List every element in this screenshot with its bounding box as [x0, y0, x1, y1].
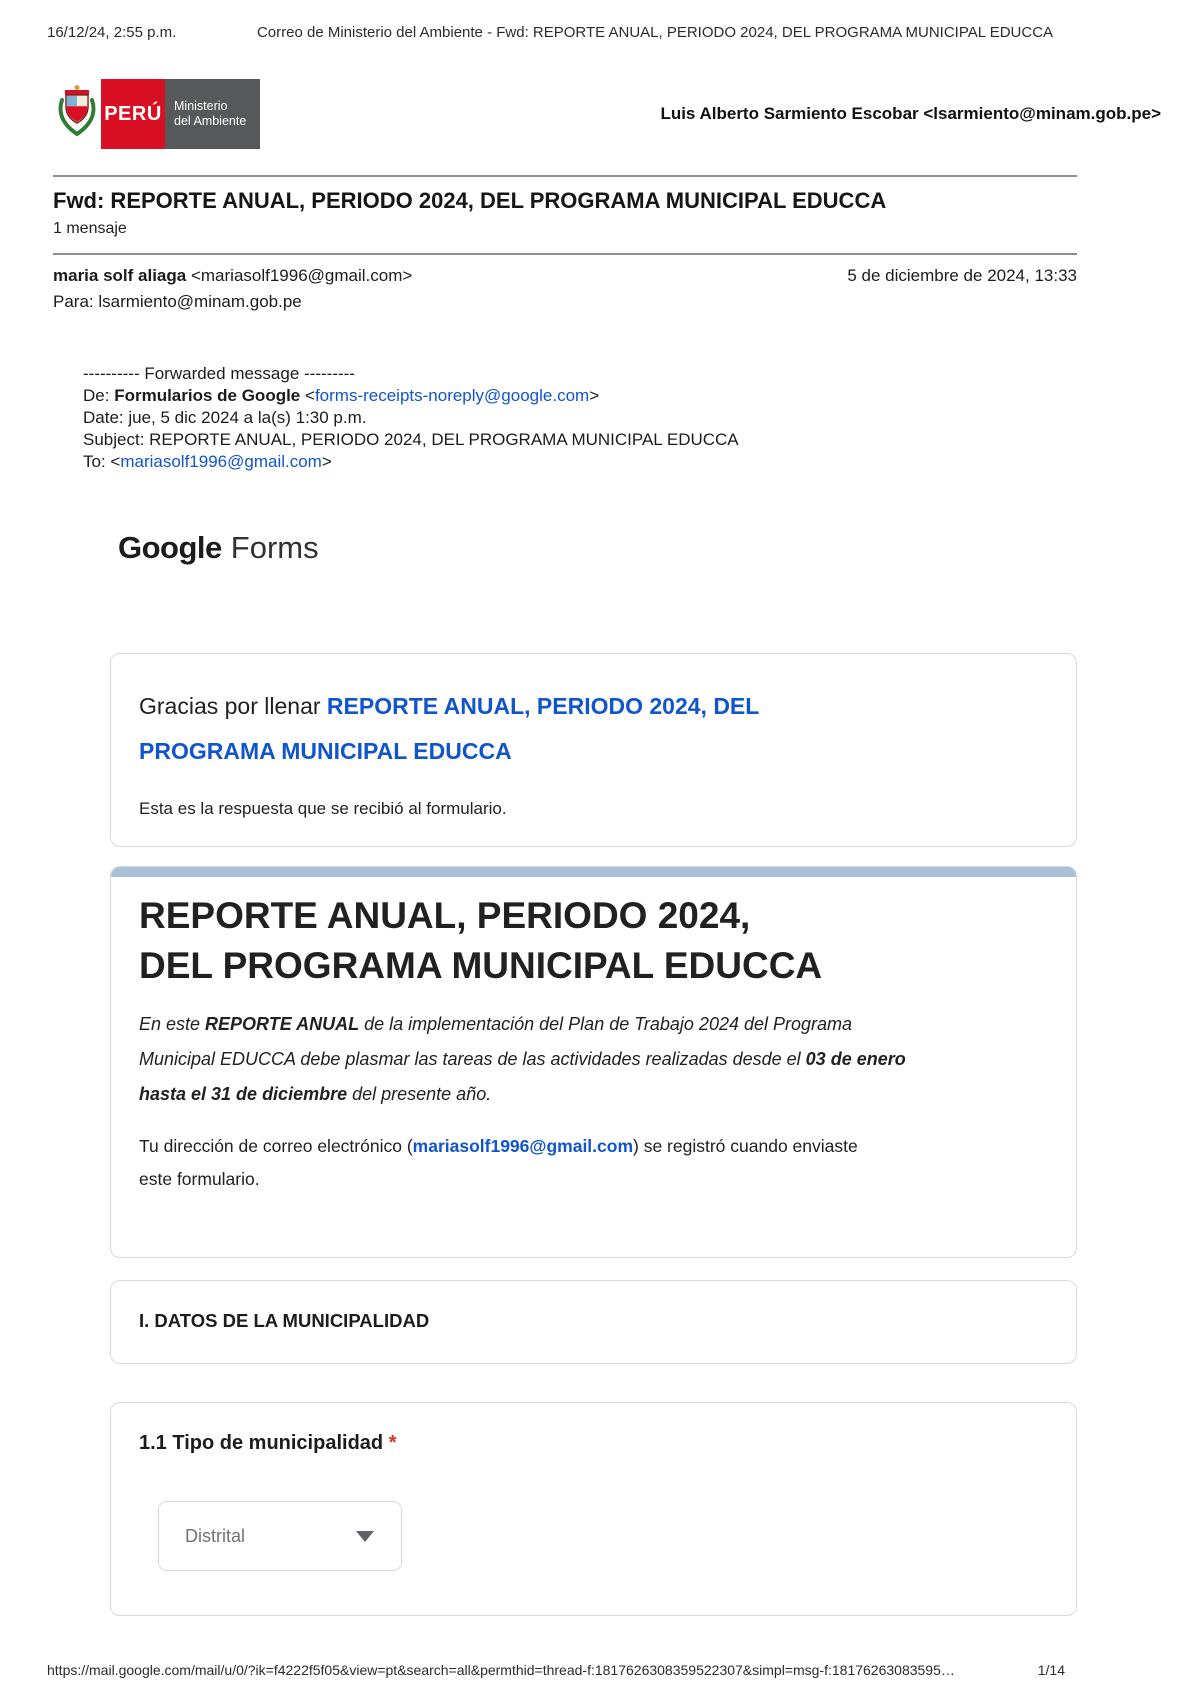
- form-response-card: [110, 866, 1077, 1258]
- text-segment: de la implementación del Plan de Trabajo 2024 del Programa: [359, 1014, 853, 1034]
- sender-address: <mariasolf1996@gmail.com>: [186, 266, 413, 285]
- text-segment: En este: [139, 1014, 206, 1034]
- link[interactable]: REPORTE ANUAL, PERIODO 2024, DEL: [326, 693, 760, 719]
- text-segment: este formulario.: [139, 1169, 260, 1189]
- text-segment: 03 de enero: [805, 1049, 906, 1069]
- divider: [53, 253, 1077, 255]
- logo-ministry-label: [165, 79, 260, 149]
- text-segment: Date: jue, 5 dic 2024 a la(s) 1:30 p.m.: [83, 408, 367, 427]
- logo-peru-label: [101, 79, 165, 149]
- sender-block: [53, 265, 412, 313]
- text-segment: del presente año.: [347, 1084, 492, 1104]
- recipient-line: Para: lsarmiento@minam.gob.pe: [53, 292, 302, 311]
- question-label: 1.1 Tipo de municipalidad: [139, 1432, 384, 1454]
- peru-coat-of-arms-icon: [53, 79, 101, 149]
- text-segment: De:: [83, 386, 115, 405]
- form-title: [139, 891, 1048, 991]
- question-label-row: [139, 1431, 1048, 1455]
- gmail-print-page: [0, 24, 1190, 1678]
- text-line: [139, 1130, 1048, 1163]
- form-card-body: [111, 877, 1076, 1257]
- text-segment: DEL PROGRAMA MUNICIPAL EDUCCA: [139, 945, 823, 986]
- text-segment: ) se registró cuando enviaste: [633, 1136, 858, 1156]
- text-segment: >: [321, 452, 332, 471]
- link[interactable]: mariasolf1996@gmail.com: [412, 1136, 634, 1156]
- text-line: [139, 1042, 1048, 1077]
- municipality-type-dropdown[interactable]: [158, 1501, 402, 1571]
- google-forms-logo: [118, 529, 1077, 567]
- print-header: [47, 24, 1143, 42]
- footer-url: https://mail.google.com/mail/u/0/?ik=f4222f5f05&view=pt&search=all&permthid=thread-f:1817626308359522307&simpl=msg-f:18176263083595…: [47, 1662, 955, 1678]
- link[interactable]: PROGRAMA MUNICIPAL EDUCCA: [139, 738, 512, 764]
- section-card: [110, 1280, 1077, 1364]
- text-line: [83, 429, 1077, 451]
- form-description: [139, 1007, 1048, 1112]
- text-line: [83, 385, 1077, 407]
- text-segment: hasta el 31 de diciembre: [139, 1084, 348, 1104]
- text-segment: >: [589, 386, 600, 405]
- text-segment: To: <: [83, 452, 121, 471]
- message-count: 1 mensaje: [53, 220, 127, 237]
- dropdown-selected-value: Distrital: [185, 1525, 246, 1546]
- logo-ministry-line2: del Ambiente: [174, 114, 247, 128]
- link[interactable]: mariasolf1996@gmail.com: [120, 452, 322, 471]
- text-line: [139, 1163, 1048, 1196]
- section-title: I. DATOS DE LA MUNICIPALIDAD: [139, 1310, 430, 1331]
- thanks-card: [110, 653, 1077, 847]
- text-line: [139, 941, 1048, 991]
- form-accent-bar: [111, 867, 1076, 877]
- email-content: [53, 175, 1077, 1616]
- mailbox-owner: Luis Alberto Sarmiento Escobar <lsarmiento@minam.gob.pe>: [660, 104, 1161, 123]
- logo-ministry-line1: Ministerio: [174, 99, 228, 113]
- text-segment: Subject: REPORTE ANUAL, PERIODO 2024, DEL PROGRAMA MUNICIPAL EDUCCA: [83, 430, 739, 449]
- text-line: [139, 729, 1048, 774]
- minam-logo: [53, 79, 260, 149]
- text-line: [83, 451, 1077, 473]
- email-registration-note: [139, 1130, 1048, 1196]
- question-card: [110, 1402, 1077, 1616]
- print-title: Correo de Ministerio del Ambiente - Fwd: REPORTE ANUAL, PERIODO 2024, DEL PROGRAMA MUNICIPAL EDUCCA: [256, 24, 1054, 41]
- text-segment: Tu dirección de correo electrónico (: [139, 1136, 413, 1156]
- text-line: [83, 363, 1077, 385]
- text-segment: REPORTE ANUAL: [205, 1014, 360, 1034]
- message-date: 5 de diciembre de 2024, 13:33: [847, 266, 1077, 285]
- message-meta: [53, 265, 1077, 313]
- text-segment: REPORTE ANUAL, PERIODO 2024,: [139, 895, 751, 936]
- text-segment: Formularios de Google: [114, 386, 301, 405]
- dropdown-arrow-icon: [356, 1531, 374, 1542]
- print-footer: [47, 1662, 1065, 1678]
- logo-country-text: PERÚ: [104, 102, 162, 125]
- text-segment: Municipal EDUCCA debe plasmar las tareas de las actividades realizadas desde el: [139, 1049, 806, 1069]
- google-wordmark: Google: [118, 530, 222, 565]
- from-line: [53, 265, 412, 287]
- forwarded-header: [83, 363, 1077, 473]
- forms-wordmark: Forms: [230, 530, 319, 565]
- text-line: [83, 407, 1077, 429]
- required-asterisk: *: [388, 1432, 397, 1454]
- page-indicator: 1/14: [1037, 1662, 1065, 1678]
- text-line: [139, 1077, 1048, 1112]
- text-segment: Gracias por llenar: [139, 693, 327, 719]
- link[interactable]: forms-receipts-noreply@google.com: [314, 386, 590, 405]
- text-segment: <: [300, 386, 315, 405]
- text-line: [139, 891, 1048, 941]
- brand-row: [53, 79, 1161, 149]
- thanks-subtitle: Esta es la respuesta que se recibió al formulario.: [139, 799, 507, 818]
- divider: [53, 175, 1077, 177]
- text-line: [139, 684, 1048, 729]
- email-subject: Fwd: REPORTE ANUAL, PERIODO 2024, DEL PROGRAMA MUNICIPAL EDUCCA: [53, 188, 887, 213]
- sender-name: maria solf aliaga: [53, 266, 187, 285]
- text-line: [139, 1007, 1048, 1042]
- text-segment: ---------- Forwarded message ---------: [83, 364, 355, 383]
- thanks-heading: [139, 684, 1048, 774]
- print-datetime: 16/12/24, 2:55 p.m.: [47, 24, 177, 41]
